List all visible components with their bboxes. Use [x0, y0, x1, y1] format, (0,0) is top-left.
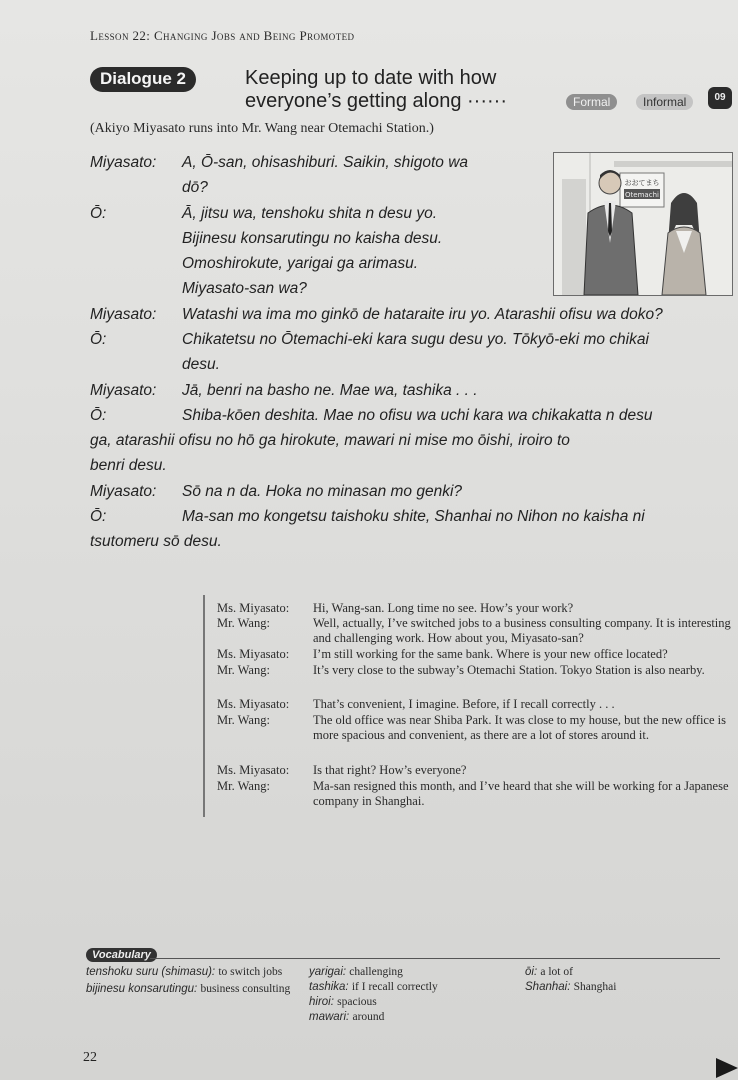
english-translation — [203, 595, 738, 817]
vocab-term: yarigai: — [309, 966, 347, 978]
vocabulary-column-1 — [86, 965, 296, 997]
vocab-term: Shanhai: — [525, 981, 571, 993]
translation-text: It’s very close to the subway’s Otemachi Station. Tokyo Station is also nearby. — [313, 663, 705, 677]
dialogue-text: A, Ō-san, ohisashiburi. Saikin, shigoto wa — [182, 154, 469, 171]
vocab-definition: Shanghai — [573, 981, 617, 993]
translation-speaker: Mr. Wang: — [217, 713, 270, 727]
vocab-item — [309, 980, 509, 995]
vocab-definition: to switch jobs — [218, 966, 283, 978]
vocab-item — [309, 995, 509, 1010]
page-number: 22 — [83, 1050, 97, 1065]
cd-track-icon: 09 — [708, 87, 732, 109]
speaker-label: Ō: — [90, 407, 107, 424]
vocab-term: tenshoku suru (shimasu): — [86, 966, 216, 978]
dialogue-text: desu. — [182, 356, 220, 373]
vocab-term: mawari: — [309, 1011, 350, 1023]
speaker-label: Ō: — [90, 331, 107, 348]
dialogue-text: Omoshirokute, yarigai ga arimasu. — [182, 255, 419, 272]
people-at-station-icon — [554, 153, 732, 295]
dialogue-text: Watashi wa ima mo ginkō de hataraite iru yo. Atarashii ofisu wa doko? — [182, 306, 663, 323]
station-sign-text: Otemachi — [625, 191, 659, 199]
vocab-definition: spacious — [337, 996, 377, 1008]
formal-tag: Formal — [566, 94, 617, 110]
vocab-term: bijinesu konsarutingu: — [86, 983, 198, 995]
speaker-label: Miyasato: — [90, 382, 157, 399]
vocabulary-column-2 — [309, 965, 509, 1025]
vocab-item — [309, 1010, 509, 1025]
speaker-label: Miyasato: — [90, 306, 157, 323]
translation-text: That’s convenient, I imagine. Before, if I recall correctly . . . — [313, 697, 615, 711]
dialogue-intro: (Akiyo Miyasato runs into Mr. Wang near Otemachi Station.) — [90, 121, 434, 136]
dialogue-text: tsutomeru sō desu. — [90, 533, 222, 550]
vocab-term: ōi: — [525, 966, 538, 978]
dialogue-title-line-2: everyone’s getting along ······ — [245, 90, 507, 112]
vocab-item — [309, 965, 509, 980]
speaker-label: Miyasato: — [90, 483, 157, 500]
vocab-definition: around — [352, 1011, 385, 1023]
dialogue-text: Miyasato-san wa? — [182, 280, 307, 297]
informal-tag: Informal — [636, 94, 693, 110]
vocab-item — [86, 965, 296, 980]
vocabulary-divider — [150, 958, 720, 959]
vocab-term: tashika: — [309, 981, 349, 993]
translation-speaker: Mr. Wang: — [217, 779, 270, 793]
vocab-definition: business consulting — [200, 983, 291, 995]
dialogue-text: ga, atarashii ofisu no hō ga hirokute, mawari ni mise mo ōishi, iroiro to — [90, 432, 570, 449]
dialogue-text: dō? — [182, 179, 208, 196]
dialogue-text: Sō na n da. Hoka no minasan mo genki? — [182, 483, 463, 500]
dialogue-text: Shiba-kōen deshita. Mae no ofisu wa uchi kara wa chikakatta n desu — [182, 407, 653, 424]
translation-text: Well, actually, I’ve switched jobs to a business consulting company. It is interesting and challenging work. How about you, Miyasato-san? — [313, 616, 731, 646]
speaker-label: Ō: — [90, 508, 107, 525]
dialogue-text: Jā, benri na basho ne. Mae wa, tashika . . . — [182, 382, 478, 399]
translation-speaker: Mr. Wang: — [217, 616, 270, 630]
page-corner-arrow-icon — [716, 1058, 738, 1078]
station-sign-jp: おおてまち — [624, 179, 660, 187]
vocab-item — [525, 980, 715, 995]
translation-speaker: Ms. Miyasato: — [217, 763, 290, 777]
translation-text: Hi, Wang-san. Long time no see. How’s your work? — [313, 601, 574, 615]
dialogue-text: benri desu. — [90, 457, 167, 474]
speaker-label: Ō: — [90, 205, 107, 222]
translation-text: Ma-san resigned this month, and I’ve heard that she will be working for a Japanese company in Shanghai. — [313, 779, 729, 809]
translation-text: The old office was near Shiba Park. It was close to my house, but the new office is more spacious and convenient, as there are a lot of stores around it. — [313, 713, 726, 743]
vocab-item — [86, 982, 296, 997]
vocab-term: hiroi: — [309, 996, 334, 1008]
translation-text: I’m still working for the same bank. Where is your new office located? — [313, 647, 668, 661]
translation-speaker: Ms. Miyasato: — [217, 697, 290, 711]
vocab-definition: a lot of — [540, 966, 573, 978]
vocabulary-column-3 — [525, 965, 715, 995]
speaker-label: Miyasato: — [90, 154, 157, 171]
dialogue-text: Ā, jitsu wa, tenshoku shita n desu yo. — [182, 205, 438, 222]
dialogue-title-line-1: Keeping up to date with how — [245, 67, 497, 89]
vocabulary-label: Vocabulary — [86, 948, 157, 962]
station-illustration — [553, 152, 733, 296]
dialogue-text: Bijinesu konsarutingu no kaisha desu. — [182, 230, 443, 247]
vocab-definition: challenging — [349, 966, 403, 978]
lesson-header: Lesson 22: Changing Jobs and Being Promoted — [90, 28, 355, 43]
vocab-definition: if I recall correctly — [351, 981, 438, 993]
vocab-item — [525, 965, 715, 980]
dialogue-badge: Dialogue 2 — [90, 67, 196, 92]
translation-speaker: Mr. Wang: — [217, 663, 270, 677]
translation-speaker: Ms. Miyasato: — [217, 601, 290, 615]
dialogue-text: Ma-san mo kongetsu taishoku shite, Shanhai no Nihon no kaisha ni — [182, 508, 645, 525]
translation-text: Is that right? How’s everyone? — [313, 763, 467, 777]
dialogue-text: Chikatetsu no Ōtemachi-eki kara sugu desu yo. Tōkyō-eki mo chikai — [182, 331, 649, 348]
translation-speaker: Ms. Miyasato: — [217, 647, 290, 661]
